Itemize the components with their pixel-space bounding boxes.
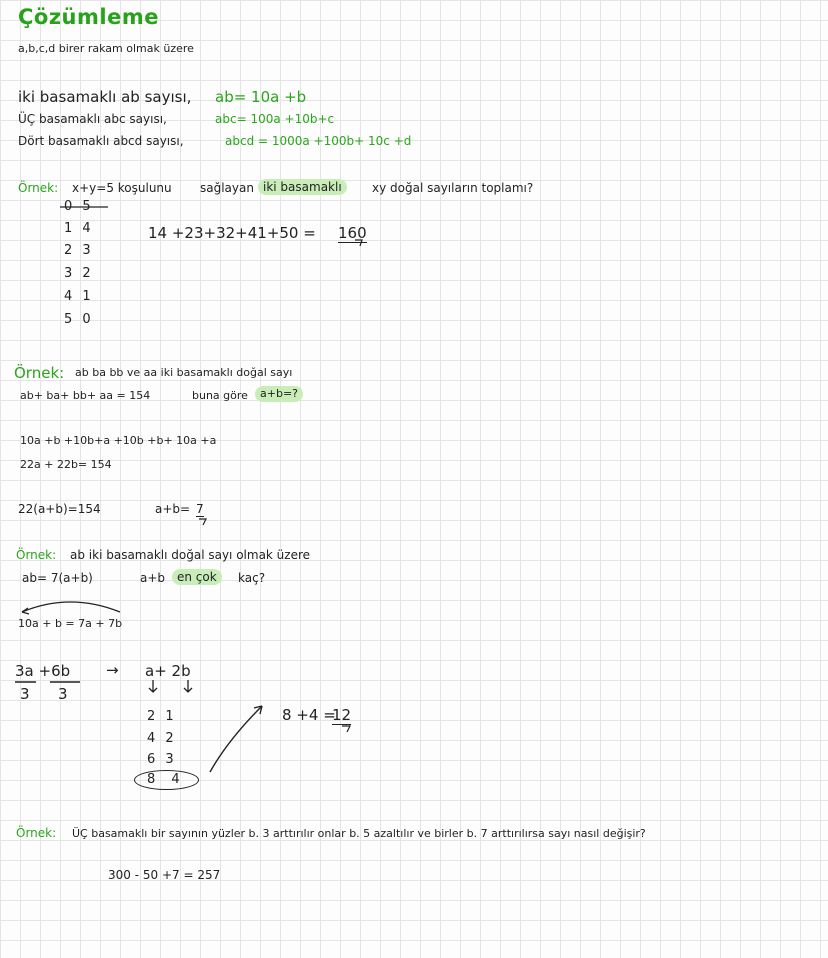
example-1-question: xy doğal sayıların toplamı? — [372, 181, 534, 195]
pair-row: 2 1 — [147, 709, 177, 724]
example-1-highlight-1: sağlayan — [200, 181, 254, 195]
example-2-ask-highlight: a+b=? — [255, 386, 303, 402]
example-1-highlight-2: iki basamaklı — [258, 179, 347, 195]
example-3-text: ab iki basamaklı doğal sayı olmak üzere — [70, 548, 311, 562]
example-3-equation: ab= 7(a+b) — [22, 571, 93, 585]
page-title: Çözümleme — [18, 5, 159, 29]
fraction-numerator: 3a +6b — [15, 662, 71, 680]
def-four-digit-label: Dört basamaklı abcd sayısı, — [18, 134, 184, 148]
example-4-text: ÜÇ basamaklı bir sayının yüzler b. 3 arttırılır onlar b. 5 azaltılır ve birler b. 7 arttırılırsa sayı nasıl değişir? — [72, 827, 646, 840]
fraction-denominator-1: 3 — [20, 685, 30, 703]
digit-row: 4 1 — [64, 289, 94, 304]
example-1-condition: x+y=5 koşulunu — [72, 181, 172, 195]
example-1-label: Örnek: — [18, 181, 59, 195]
example-2-result-prefix: a+b= — [155, 502, 191, 516]
example-2-label: Örnek: — [14, 364, 65, 382]
subtitle: a,b,c,d birer rakam olmak üzere — [18, 42, 194, 55]
best-pair-circled: 8 4 — [134, 770, 199, 790]
example-2-step-1: 10a +b +10b+a +10b +b+ 10a +a — [20, 434, 217, 447]
digit-row: 1 4 — [64, 221, 94, 236]
digit-row: 2 3 — [64, 243, 94, 258]
example-1-answer: 160 — [338, 224, 367, 242]
example-4-label: Örnek: — [16, 826, 57, 840]
example-2-text: ab ba bb ve aa iki basamaklı doğal sayı — [75, 366, 293, 379]
def-three-digit-formula: abc= 100a +10b+c — [215, 112, 335, 126]
example-3-sum: 8 +4 = — [282, 706, 336, 724]
example-3-ask-highlight: en çok — [172, 569, 222, 585]
digit-table-header: 0 5 — [64, 199, 94, 214]
example-3-reduced: a+ 2b — [145, 662, 191, 680]
example-2-step-2: 22a + 22b= 154 — [20, 458, 112, 471]
example-1-sum: 14 +23+32+41+50 = — [148, 224, 316, 242]
example-3-answer: 12 — [332, 706, 352, 724]
example-2-step-3: 22(a+b)=154 — [18, 502, 101, 516]
arrow-icon: → — [106, 661, 119, 679]
example-3-ask-end: kaç? — [238, 571, 266, 585]
pair-row: 6 3 — [147, 752, 177, 767]
example-2-ask: buna göre — [192, 389, 248, 402]
digit-row: 5 0 — [64, 312, 94, 327]
pair-row: 4 2 — [147, 731, 177, 746]
example-2-equation: ab+ ba+ bb+ aa = 154 — [20, 389, 151, 402]
def-four-digit-formula: abcd = 1000a +100b+ 10c +d — [225, 134, 412, 148]
def-three-digit-label: ÜÇ basamaklı abc sayısı, — [18, 112, 167, 126]
example-2-result: 7 — [196, 502, 204, 516]
def-two-digit-label: iki basamaklı ab sayısı, — [18, 88, 192, 106]
example-4-result: 300 - 50 +7 = 257 — [108, 868, 221, 882]
example-3-expansion: 10a + b = 7a + 7b — [18, 617, 123, 630]
fraction-denominator-2: 3 — [58, 685, 68, 703]
def-two-digit-formula: ab= 10a +b — [215, 88, 307, 106]
example-3-label: Örnek: — [16, 548, 57, 562]
digit-row: 3 2 — [64, 266, 94, 281]
example-3-ask: a+b — [140, 571, 166, 585]
